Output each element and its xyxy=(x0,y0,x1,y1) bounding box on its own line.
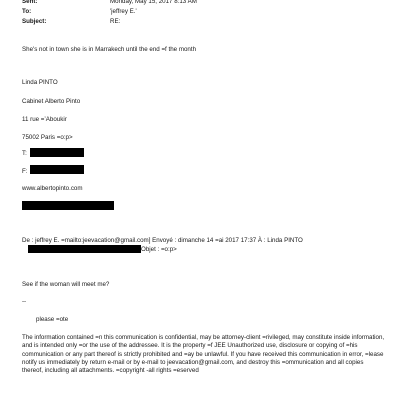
signature-street: 11 rue =’Aboukir xyxy=(22,116,67,123)
signature-name: Linda PINTO xyxy=(22,79,58,86)
fax-label: F: xyxy=(22,168,28,175)
quoted-disclaimer: The information contained =n this communication is confidential, may be attorney-client =rivileged, may constitute inside information, and is intended only =or the use of the addressee. It is the property =f JEE Unauthorized use, disclosure or copying of =his communication or any part thereof is strictly prohibited and =ay be unlawful. If you have received this communication in error, =lease notify us immediately by return e-mail or by e-mail to jeevacation@gmail.com, and destroy this =ommunication and all copies thereof, including all attachments. =copyright -all rights =eserved xyxy=(22,334,385,374)
sent-value: Monday, May 15, 2017 8:13 AM xyxy=(110,0,197,5)
fax-redaction xyxy=(30,165,84,174)
quoted-header-redaction xyxy=(28,245,141,253)
sent-label: Sent: xyxy=(22,0,38,5)
quoted-question: See if the woman will meet me? xyxy=(22,281,110,288)
signature-city: 75002 Paris =o:p> xyxy=(22,134,73,141)
subject-label: Subject: xyxy=(22,18,47,25)
quoted-header-subject: Objet : =o:p> xyxy=(141,246,177,253)
to-label: To: xyxy=(22,8,32,15)
quoted-dashes: -- xyxy=(22,298,27,305)
quoted-please-note: please =ote xyxy=(36,316,69,323)
reply-line: She's not in town she is in Marrakech until the end =f the month xyxy=(22,46,197,53)
quoted-header-line1: De : jeffrey E. =mailto:jeevacation@gmail.com] Envoyé : dimanche 14 =ai 2017 17:37 À : Linda PINTO xyxy=(22,237,303,244)
subject-value: RE: xyxy=(110,18,121,25)
phone-redaction xyxy=(30,148,84,157)
to-value: 'jeffrey E.' xyxy=(110,8,137,15)
signature-company: Cabinet Alberto Pinto xyxy=(22,98,81,105)
signature-redaction xyxy=(22,201,114,210)
website-link[interactable]: www.albertopinto.com xyxy=(22,185,83,192)
phone-label: T: xyxy=(22,150,27,157)
